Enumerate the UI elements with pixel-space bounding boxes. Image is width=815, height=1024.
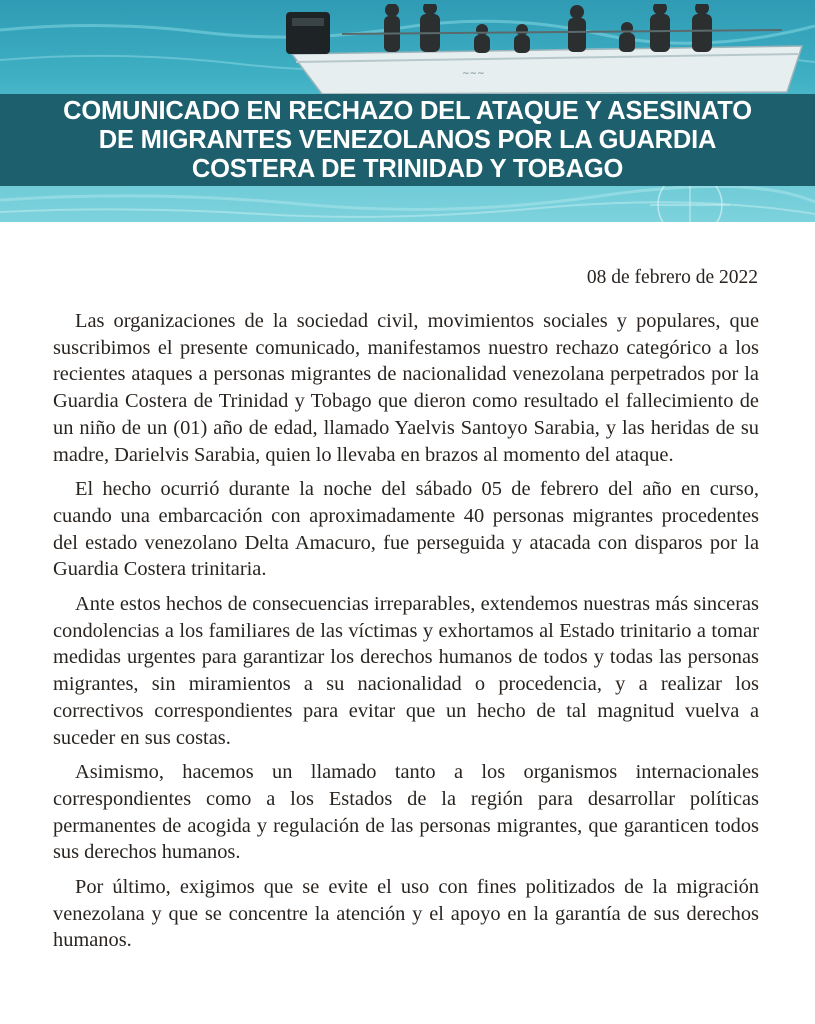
paragraph-4: Asimismo, hacemos un llamado tanto a los organismos internacionales correspondientes como a los Estados de la región para desarrollar políticas permanentes de acogida y regulación de las personas migrantes, que garanticen todos sus derechos humanos. bbox=[53, 761, 759, 864]
page-title: COMUNICADO EN RECHAZO DEL ATAQUE Y ASESINATO DE MIGRANTES VENEZOLANOS POR LA GUARDIA COSTERA DE TRINIDAD Y TOBAGO bbox=[63, 96, 752, 183]
paragraph-1: Las organizaciones de la sociedad civil, movimientos sociales y populares, que suscribimos el presente comunicado, manifestamos nuestro rechazo categórico a los recientes ataques a personas migrantes de nacionalidad venezolana perpetrados por la Guardia Costera de Trinidad y Tobago que dieron como resultado el fallecimiento de un niño de un (01) año de edad, llamado Yaelvis Santoyo Sarabia, y las heridas de su madre, Darielvis Sarabia, quien lo llevaba en brazos al momento del ataque. bbox=[53, 310, 759, 466]
paragraph-3: Ante estos hechos de consecuencias irreparables, extendemos nuestras más sinceras condolencias a los familiares de las víctimas y exhortamos al Estado trinitario a tomar medidas urgentes para garantizar los derechos humanos de todos y todas las personas migrantes, sin miramientos a su nacionalidad o procedencia, y a realizar los correctivos correspondientes para evitar que un hecho de tal magnitud vuelva a suceder en sus costas. bbox=[53, 593, 759, 749]
document-date: 08 de febrero de 2022 bbox=[586, 267, 758, 288]
title-band bbox=[0, 94, 815, 186]
header-banner bbox=[0, 0, 815, 222]
paragraph-list bbox=[53, 308, 759, 962]
svg-text:~~~: ~~~ bbox=[462, 69, 485, 79]
boat-image bbox=[282, 4, 815, 94]
paragraph-5: Por último, exigimos que se evite el uso con fines politizados de la migración venezolana y que se concentre la atención y el apoyo en la garantía de sus derechos humanos. bbox=[53, 876, 759, 952]
paragraph-2: El hecho ocurrió durante la noche del sábado 05 de febrero del año en curso, cuando una embarcación con aproximadamente 40 personas migrantes procedentes del estado venezolano Delta Amacuro, fue perseguida y atacada con disparos por la Guardia Costera trinitaria. bbox=[53, 478, 759, 581]
